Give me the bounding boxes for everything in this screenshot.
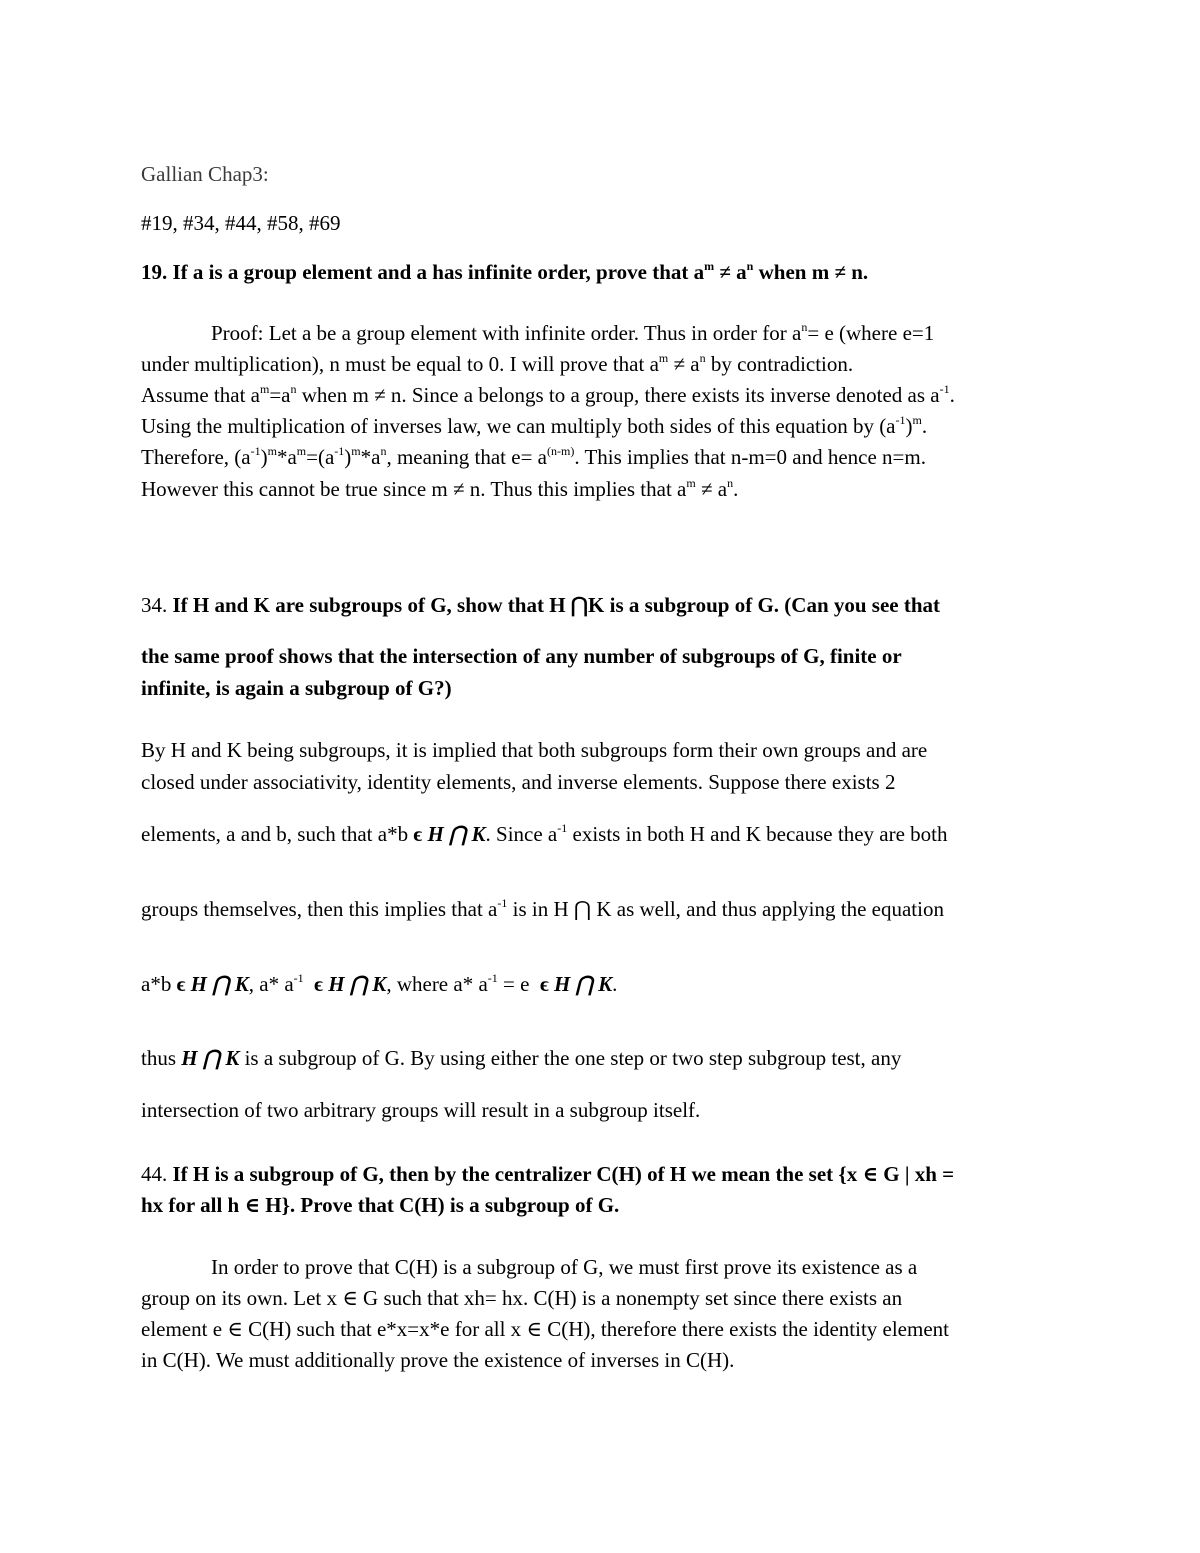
q19-proof-line-3: Assume that $a^m=a^n$ when m ≠ n. Since a belongs to a group, there exists its inverse denoted as $a^{-1}$. (141, 382, 955, 407)
q44-body-line-3: element e ∈ C(H) such that e*x=x*e for all x ∈ C(H), therefore there exists the identity element (141, 1317, 949, 1341)
q34-body-line-1: By H and K being subgroups, it is implied that both subgroups form their own groups and are (141, 738, 928, 762)
q44-body-line-2: group on its own. Let x ∈ G such that xh= hx. C(H) is a nonempty set since there exists an (141, 1286, 903, 1310)
question-34-heading-line-1: 34. If H and K are subgroups of G, show that H ⋂K is a subgroup of G. (Can you see that (141, 593, 941, 617)
q19-proof-line-4: Using the multiplication of inverses law, we can multiply both sides of this equation by $(a^{-1})^m$. (141, 413, 928, 438)
q34-body-line-7: intersection of two arbitrary groups will result in a subgroup itself. (141, 1098, 701, 1122)
problem-list: #19, #34, #44, #58, #69 (141, 211, 341, 235)
q34-body-line-5: a*b ϵ H ⋂ K, a* $a^{-1}$ ϵ H ⋂ K, where a* $a^{-1} = e$ ϵ H ⋂ K. (141, 971, 618, 996)
document-title: Gallian Chap3: (141, 162, 269, 186)
q34-body-line-6: thus H ⋂ K is a subgroup of G. By using either the one step or two step subgroup test, any (141, 1046, 902, 1070)
q34-body-line-2: closed under associativity, identity elements, and inverse elements. Suppose there exists 2 (141, 770, 896, 794)
q44-body-line-1: In order to prove that C(H) is a subgroup of G, we must first prove its existence as a (211, 1255, 918, 1279)
question-44-heading-line-1: 44. If H is a subgroup of G, then by the centralizer C(H) of H we mean the set {x ∈ G | xh = (141, 1162, 955, 1186)
question-19-heading: 19. If a is a group element and a has infinite order, prove that $a^m \ne a^n$ when m ≠ n. (141, 259, 869, 284)
question-34-heading-line-2: the same proof shows that the intersection of any number of subgroups of G, finite or (141, 644, 902, 668)
q44-body-line-4: in C(H). We must additionally prove the existence of inverses in C(H). (141, 1348, 735, 1372)
question-34-heading-line-3: infinite, is again a subgroup of G?) (141, 676, 452, 700)
question-44-heading-line-2: hx for all h ∈ H}. Prove that C(H) is a subgroup of G. (141, 1193, 620, 1217)
q34-body-line-3: elements, a and b, such that a*b ϵ H ⋂ K. Since $a^{-1}$ exists in both H and K because they are both (141, 821, 948, 846)
q19-proof-line-1: Proof: Let a be a group element with infinite order. Thus in order for $a^n= e$ (where e=1 (211, 320, 935, 345)
q19-proof-line-2: under multiplication), n must be equal to 0. I will prove that $a^m \ne a^n$ by contradiction. (141, 351, 854, 376)
q19-proof-line-5: Therefore, $(a^{-1})^m*a^m=(a^{-1})^m*a^n$, meaning that $e= a^{(n-m)}$. This implies that n-m=0 and hence n=m. (141, 444, 926, 469)
q19-proof-line-6: However this cannot be true since m ≠ n. Thus this implies that $a^m \ne a^n$. (141, 476, 739, 501)
q34-body-line-4: groups themselves, then this implies that $a^{-1}$ is in H ⋂ K as well, and thus applying the equation (141, 896, 944, 921)
